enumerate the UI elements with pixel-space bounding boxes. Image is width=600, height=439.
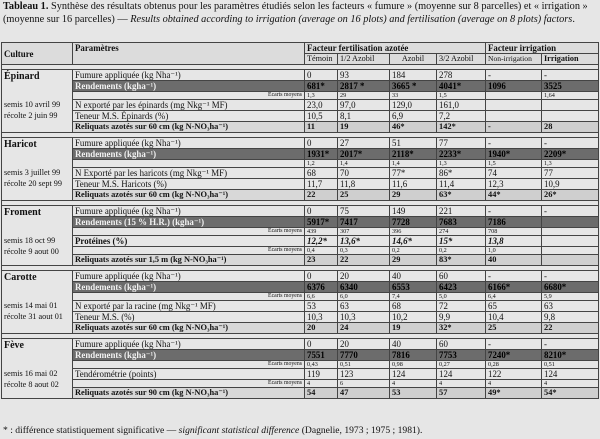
value-cell: 86*: [437, 168, 486, 179]
value-cell: 5917*: [305, 217, 338, 228]
value-cell: 29: [338, 92, 390, 100]
value-cell: 53: [390, 388, 437, 399]
value-cell: -: [542, 339, 599, 350]
table-row: [2, 81, 599, 92]
value-cell: 1,3: [437, 160, 486, 168]
value-cell: 2118*: [390, 149, 437, 160]
value-cell: 4041*: [437, 81, 486, 92]
value-cell: 10,3: [305, 312, 338, 323]
value-cell: 11,4: [437, 179, 486, 190]
value-cell: 0,51: [542, 361, 599, 369]
crop-date-note: récolte 8 aout 02: [4, 379, 59, 389]
header-row-1: [2, 43, 599, 54]
value-cell: 20: [338, 271, 390, 282]
value-cell: 4: [486, 380, 542, 388]
value-cell: 4: [305, 380, 338, 388]
value-cell: 4: [390, 380, 437, 388]
header-col-non-irrigation: Non-irrigation: [486, 54, 542, 65]
caption-text-fr: Synthèse des résultats obtenus pour les paramètres étudiés selon les facteurs « fumure » (moyenne sur 8 parcelles) et « irrigation » (moyenne sur 16 parcelles) —: [3, 1, 588, 25]
value-cell: 63*: [437, 190, 486, 201]
results-table: [1, 42, 599, 399]
value-cell: 7417: [338, 217, 390, 228]
value-cell: 70: [338, 168, 390, 179]
value-cell: -: [486, 339, 542, 350]
value-cell: 1,3: [542, 160, 599, 168]
value-cell: 7,2: [437, 111, 486, 122]
value-cell: 46*: [390, 122, 437, 133]
value-cell: 4: [542, 380, 599, 388]
parameter-label: Teneur M.S. (%): [73, 312, 305, 323]
value-cell: 11: [305, 122, 338, 133]
table-row: [2, 160, 599, 168]
header-parametres: Paramètres: [73, 43, 305, 65]
header-col-half-azobil: 1/2 Azobil: [338, 54, 390, 65]
parameter-label: Ecarts moyens: [73, 247, 305, 255]
header-col-irrigation: Irrigation: [542, 54, 599, 65]
value-cell: 10,2: [390, 312, 437, 323]
value-cell: 20: [305, 323, 338, 334]
value-cell: 6166*: [486, 282, 542, 293]
value-cell: 149: [390, 206, 437, 217]
value-cell: [542, 255, 599, 266]
crop-cell: [2, 70, 73, 133]
parameter-label: Rendements (kgha⁻¹): [73, 81, 305, 92]
value-cell: 0,4: [305, 247, 338, 255]
value-cell: 1,5: [486, 160, 542, 168]
table-row: [2, 168, 599, 179]
crop-cell: [2, 339, 73, 399]
table-row: [2, 388, 599, 399]
header-irrigation-group: Facteur irrigation: [486, 43, 599, 54]
header-col-3-2-azobil: 3/2 Azobil: [437, 54, 486, 65]
value-cell: 19: [390, 323, 437, 334]
value-cell: [486, 92, 542, 100]
value-cell: 0,2: [390, 247, 437, 255]
value-cell: 77: [437, 138, 486, 149]
table-row: [2, 190, 599, 201]
value-cell: 681*: [305, 81, 338, 92]
value-cell: 1940*: [486, 149, 542, 160]
table-row: [2, 217, 599, 228]
value-cell: 29: [390, 190, 437, 201]
value-cell: -: [486, 206, 542, 217]
crop-date-note: récolte 20 sept 99: [4, 178, 62, 188]
value-cell: 25: [338, 190, 390, 201]
value-cell: 68: [305, 168, 338, 179]
value-cell: 1,5: [437, 92, 486, 100]
table-row: [2, 206, 599, 217]
parameter-label: Reliquats azotés sur 1,5 m (kg N-NO₃ha⁻¹): [73, 255, 305, 266]
value-cell: 54*: [542, 388, 599, 399]
parameter-label: Fumure appliquée (kg Nha⁻¹): [73, 339, 305, 350]
value-cell: 8210*: [542, 350, 599, 361]
crop-cell: [2, 206, 73, 266]
value-cell: 161,0: [437, 100, 486, 111]
value-cell: [542, 217, 599, 228]
value-cell: 142*: [437, 122, 486, 133]
value-cell: 278: [437, 70, 486, 81]
value-cell: -: [486, 138, 542, 149]
table-row: [2, 271, 599, 282]
value-cell: 1,4: [338, 160, 390, 168]
value-cell: 65: [486, 301, 542, 312]
parameter-label: N exporté par les épinards (mg Nkg⁻¹ MF): [73, 100, 305, 111]
parameter-label: Reliquats azotés sur 90 cm (kg N-NO₃ha⁻¹): [73, 388, 305, 399]
value-cell: 40: [486, 255, 542, 266]
value-cell: 4: [437, 380, 486, 388]
value-cell: -: [542, 70, 599, 81]
value-cell: 6340: [338, 282, 390, 293]
parameter-label: Reliquats azotés sur 60 cm (kg N-NO₃ha⁻¹): [73, 122, 305, 133]
caption-text-en: Results obtained according to irrigation (average on 16 plots) and fertilisation (average on 8 plots) factors: [130, 13, 573, 25]
value-cell: 75: [338, 206, 390, 217]
crop-date-note: semis 3 juillet 99: [4, 168, 61, 177]
value-cell: 68: [390, 301, 437, 312]
parameter-label: Ecarts moyens: [73, 380, 305, 388]
crop-date-note: récolte 9 aout 00: [4, 246, 59, 256]
parameter-label: Tendérométrie (points): [73, 369, 305, 380]
value-cell: 23,0: [305, 100, 338, 111]
parameter-label: Teneur M.S. Haricots (%): [73, 179, 305, 190]
crop-name: Fève: [4, 340, 24, 351]
value-cell: 25: [486, 323, 542, 334]
value-cell: 0,2: [437, 247, 486, 255]
value-cell: 63: [338, 301, 390, 312]
parameter-label: Fumure appliquée (kg Nha⁻¹): [73, 138, 305, 149]
table-row: [2, 312, 599, 323]
table-caption: [3, 1, 597, 26]
value-cell: 54: [305, 388, 338, 399]
value-cell: 307: [338, 228, 390, 236]
value-cell: 19: [338, 122, 390, 133]
value-cell: 7551: [305, 350, 338, 361]
parameter-label: Ecarts moyens: [73, 361, 305, 369]
value-cell: 10,5: [305, 111, 338, 122]
table-row: [2, 301, 599, 312]
footnote-star: * : différence statistiquement significative —: [3, 425, 179, 436]
crop-name: Haricot: [4, 139, 37, 150]
parameter-label: Reliquats azotés sur 60 cm (kg N-NO₃ha⁻¹): [73, 190, 305, 201]
value-cell: 0,51: [338, 361, 390, 369]
crop-date-note: récolte 2 juin 99: [4, 110, 58, 120]
value-cell: 1,0: [486, 247, 542, 255]
value-cell: 22: [338, 255, 390, 266]
value-cell: 7240*: [486, 350, 542, 361]
footnote-en: significant statistical difference: [178, 425, 300, 436]
footnote-ref: (Dagnelie, 1973 ; 1975 ; 1981).: [299, 425, 423, 436]
value-cell: 122: [486, 369, 542, 380]
value-cell: 2233*: [437, 149, 486, 160]
value-cell: 12,3: [486, 179, 542, 190]
table-row: [2, 380, 599, 388]
value-cell: [542, 247, 599, 255]
value-cell: 0,3: [338, 247, 390, 255]
value-cell: 0,98: [390, 361, 437, 369]
value-cell: 72: [437, 301, 486, 312]
parameter-label: Ecarts moyens: [73, 293, 305, 301]
value-cell: 2017*: [338, 149, 390, 160]
value-cell: 5,0: [437, 293, 486, 301]
value-cell: 184: [390, 70, 437, 81]
value-cell: 13,6*: [338, 236, 390, 247]
value-cell: 2817 *: [338, 81, 390, 92]
header-col-temoin: Témoin: [305, 54, 338, 65]
value-cell: -: [542, 271, 599, 282]
table-row: [2, 92, 599, 100]
value-cell: [542, 111, 599, 122]
value-cell: 0,43: [305, 361, 338, 369]
header-col-azobil: Azobil: [390, 54, 437, 65]
parameter-label: Fumure appliquée (kg Nha⁻¹): [73, 70, 305, 81]
value-cell: 77: [542, 168, 599, 179]
value-cell: 77*: [390, 168, 437, 179]
parameter-label: Reliquats azotés sur 60 cm (kg N-NO₃ha⁻¹): [73, 323, 305, 334]
value-cell: 57: [437, 388, 486, 399]
header-fertilisation-group: Facteur fertilisation azotée: [305, 43, 486, 54]
crop-date-note: récolte 31 aout 01: [4, 311, 63, 321]
crop-date-note: semis 18 oct 99: [4, 236, 56, 245]
value-cell: 7753: [437, 350, 486, 361]
value-cell: 10,9: [542, 179, 599, 190]
value-cell: 3665 *: [390, 81, 437, 92]
crop-cell: [2, 138, 73, 201]
parameter-label: Rendements (kgha⁻¹): [73, 282, 305, 293]
value-cell: 32*: [437, 323, 486, 334]
value-cell: 6423: [437, 282, 486, 293]
table-row: [2, 323, 599, 334]
value-cell: 1931*: [305, 149, 338, 160]
value-cell: 93: [338, 70, 390, 81]
value-cell: [542, 228, 599, 236]
table-row: [2, 339, 599, 350]
value-cell: 60: [437, 339, 486, 350]
value-cell: 10,3: [338, 312, 390, 323]
table-row: [2, 247, 599, 255]
value-cell: 40: [390, 271, 437, 282]
value-cell: 6,9: [390, 111, 437, 122]
parameter-label: Protéines (%): [73, 236, 305, 247]
table-row: [2, 293, 599, 301]
value-cell: 123: [338, 369, 390, 380]
value-cell: 6,6: [305, 293, 338, 301]
crop-cell: [2, 271, 73, 334]
table-row: [2, 70, 599, 81]
value-cell: 6680*: [542, 282, 599, 293]
value-cell: 23: [305, 255, 338, 266]
value-cell: 124: [542, 369, 599, 380]
caption-label: Tableau 1.: [3, 1, 49, 12]
value-cell: 1,3: [305, 92, 338, 100]
table-row: [2, 138, 599, 149]
value-cell: 7683: [437, 217, 486, 228]
value-cell: 119: [305, 369, 338, 380]
parameter-label: Fumure appliquée (kg Nha⁻¹): [73, 206, 305, 217]
value-cell: 0: [305, 271, 338, 282]
value-cell: 51: [390, 138, 437, 149]
value-cell: 6,0: [338, 293, 390, 301]
value-cell: 7186: [486, 217, 542, 228]
value-cell: 40: [390, 339, 437, 350]
value-cell: 9,8: [542, 312, 599, 323]
value-cell: 3525: [542, 81, 599, 92]
value-cell: 221: [437, 206, 486, 217]
value-cell: 44*: [486, 190, 542, 201]
table-row: [2, 236, 599, 247]
value-cell: 2209*: [542, 149, 599, 160]
table-row: [2, 350, 599, 361]
value-cell: 14,6*: [390, 236, 437, 247]
value-cell: 7,4: [390, 293, 437, 301]
value-cell: 11,6: [390, 179, 437, 190]
crop-name: Froment: [4, 207, 42, 218]
value-cell: 6,4: [486, 293, 542, 301]
parameter-label: Ecarts moyens: [73, 228, 305, 236]
crop-date-note: semis 10 avril 99: [4, 100, 61, 109]
value-cell: 97,0: [338, 100, 390, 111]
value-cell: 63: [542, 301, 599, 312]
parameter-label: N exporté par la racine (mg Nkg⁻¹ MF): [73, 301, 305, 312]
table-row: [2, 282, 599, 293]
value-cell: 74: [486, 168, 542, 179]
value-cell: -: [486, 271, 542, 282]
value-cell: [542, 236, 599, 247]
value-cell: 0: [305, 138, 338, 149]
value-cell: 1,4: [390, 160, 437, 168]
table-row: [2, 255, 599, 266]
value-cell: -: [542, 138, 599, 149]
value-cell: 7770: [338, 350, 390, 361]
table-row: [2, 122, 599, 133]
crop-name: Épinard: [4, 71, 40, 82]
value-cell: [542, 100, 599, 111]
value-cell: 1,2: [305, 160, 338, 168]
value-cell: 13,8: [486, 236, 542, 247]
table-row: [2, 369, 599, 380]
parameter-label: N Exporté par les haricots (mg Nkg⁻¹ MF): [73, 168, 305, 179]
parameter-label: [73, 160, 305, 168]
value-cell: 27: [338, 138, 390, 149]
value-cell: 439: [305, 228, 338, 236]
value-cell: 6376: [305, 282, 338, 293]
value-cell: 396: [390, 228, 437, 236]
value-cell: [486, 111, 542, 122]
value-cell: 11,7: [305, 179, 338, 190]
value-cell: 29: [390, 255, 437, 266]
value-cell: 22: [542, 323, 599, 334]
value-cell: 0: [305, 70, 338, 81]
table-row: [2, 111, 599, 122]
caption-end: .: [572, 13, 575, 25]
table-row: [2, 361, 599, 369]
parameter-label: Ecarts moyens: [73, 92, 305, 100]
parameter-label: Fumure appliquée (kg Nha⁻¹): [73, 271, 305, 282]
value-cell: [486, 100, 542, 111]
value-cell: 20: [338, 339, 390, 350]
value-cell: 33: [390, 92, 437, 100]
table-row: [2, 228, 599, 236]
value-cell: 708: [486, 228, 542, 236]
value-cell: 7816: [390, 350, 437, 361]
crop-date-note: semis 16 mai 02: [4, 369, 58, 378]
value-cell: 129,0: [390, 100, 437, 111]
value-cell: 9,9: [437, 312, 486, 323]
crop-name: Carotte: [4, 272, 37, 283]
table-row: [2, 179, 599, 190]
header-culture: Culture: [2, 43, 73, 65]
value-cell: 11,8: [338, 179, 390, 190]
value-cell: 1,64: [542, 92, 599, 100]
value-cell: 12,2*: [305, 236, 338, 247]
value-cell: 7728: [390, 217, 437, 228]
parameter-label: Rendements (kgha⁻¹): [73, 149, 305, 160]
value-cell: 24: [338, 323, 390, 334]
table-row: [2, 100, 599, 111]
value-cell: 28: [542, 122, 599, 133]
value-cell: -: [486, 122, 542, 133]
value-cell: -: [542, 206, 599, 217]
value-cell: 274: [437, 228, 486, 236]
value-cell: 5,9: [542, 293, 599, 301]
value-cell: 124: [437, 369, 486, 380]
value-cell: 53: [305, 301, 338, 312]
value-cell: 0,27: [437, 361, 486, 369]
parameter-label: Rendements (15 % H.R.) (kgha⁻¹): [73, 217, 305, 228]
value-cell: 47: [338, 388, 390, 399]
value-cell: 22: [305, 190, 338, 201]
value-cell: 6: [338, 380, 390, 388]
value-cell: 0: [305, 206, 338, 217]
value-cell: 10,4: [486, 312, 542, 323]
parameter-label: Teneur M.S. Épinards (%): [73, 111, 305, 122]
table-row: [2, 149, 599, 160]
parameter-label: Rendements (kgha⁻¹): [73, 350, 305, 361]
value-cell: 0: [305, 339, 338, 350]
value-cell: 26*: [542, 190, 599, 201]
crop-date-note: semis 14 mai 01: [4, 301, 58, 310]
footnote: [3, 425, 597, 436]
value-cell: 15*: [437, 236, 486, 247]
value-cell: 60: [437, 271, 486, 282]
value-cell: 0,28: [486, 361, 542, 369]
value-cell: 83*: [437, 255, 486, 266]
value-cell: 1096: [486, 81, 542, 92]
value-cell: 6553: [390, 282, 437, 293]
value-cell: 124: [390, 369, 437, 380]
value-cell: 49*: [486, 388, 542, 399]
value-cell: -: [486, 70, 542, 81]
value-cell: 8,1: [338, 111, 390, 122]
